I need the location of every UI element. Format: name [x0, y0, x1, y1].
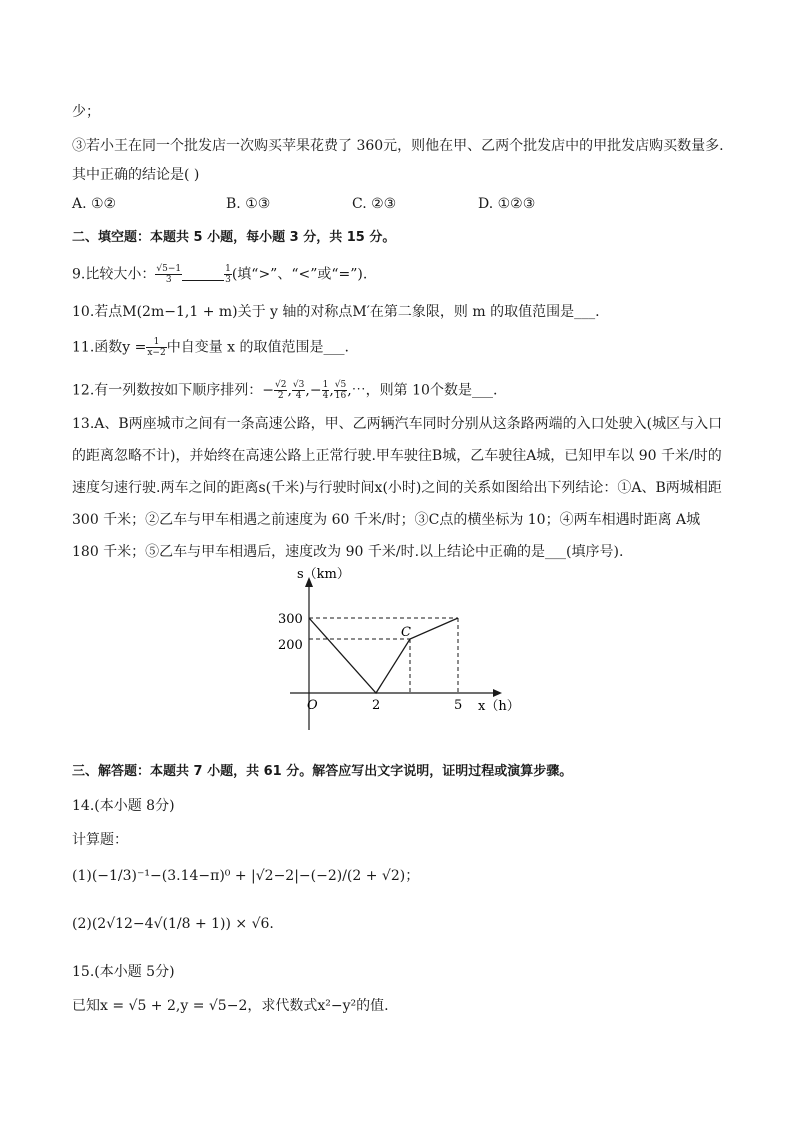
q14-part-1: (1)(−1/3)⁻¹−(3.14−π)⁰ + |√2−2|−(−2)/(2 + √2)；: [72, 868, 420, 884]
q12-term-3: [322, 380, 330, 401]
y-tick-200: 200: [278, 638, 303, 653]
q12-t1-num: √2: [275, 380, 287, 390]
question-13: 13.A、B两座城市之间有一条高速公路，甲、乙两辆汽车同时分别从这条路两端的入口处驶入(城区与入口的距离忽略不计)，并始终在高速公路上正常行驶.甲车驶往B城，乙车驶往A城，已知甲车以 90 千米/时的速度匀速行驶.两车之间的距离s(千米)与行驶时间x(小时)之间的关系如图给出下列结论：①A、B两城相距 300 千米；②乙车与甲车相遇之前速度为 60 千米/时；③C点的横坐标为 10；④两车相遇时距离 A城180 千米；⑤乙车与甲车相遇后，速度改为 90 千米/时.以上结论中正确的是___(填序号).: [72, 416, 723, 560]
x-tick-2: 2: [372, 698, 381, 713]
q11-fraction: [146, 337, 166, 358]
q8-question: 其中正确的结论是( ): [72, 167, 200, 183]
q11-num: 1: [146, 337, 166, 348]
x-tick-5: 5: [454, 698, 463, 713]
distance-curve: [309, 618, 458, 693]
question-9: [72, 264, 367, 285]
q11-den: x−2: [147, 348, 166, 358]
q8-statement-3: ③若小王在同一个批发店一次购买苹果花费了 360元，则他在甲、乙两个批发店中的甲批发店购买数量多.: [72, 138, 724, 154]
q14-part-2: (2)(2√12−4√(1/8 + 1)) × √6.: [72, 916, 274, 932]
q9-fraction-1: [155, 264, 182, 285]
section-3-heading: 三、解答题：本题共 7 小题，共 61 分。解答应写出文字说明，证明过程或演算步骤。: [72, 764, 573, 779]
q12-term-1: [274, 380, 287, 401]
choice-d[interactable]: D. ①②③: [478, 196, 536, 212]
q11-suffix: 中自变量 x 的取值范围是___.: [166, 339, 349, 356]
choice-b[interactable]: B. ①③: [226, 196, 271, 212]
q9-suffix: (填“>”、“<”或“=”).: [231, 266, 368, 283]
q12-t4-den: 16: [334, 391, 347, 401]
q8-continued-line: 少；: [72, 104, 100, 120]
y-tick-300: 300: [278, 612, 303, 627]
q9-f2-num: 1: [225, 264, 231, 274]
origin-label: O: [307, 698, 318, 713]
q9-answer-blank[interactable]: [182, 266, 224, 281]
q15-text: 已知x = √5 + 2,y = √5−2，求代数式x²−y²的值.: [72, 998, 389, 1014]
q14-intro: 计算题：: [72, 832, 128, 848]
q12-t1-den: 2: [277, 391, 284, 401]
q9-f1-num: √5−1: [156, 264, 182, 274]
q12-t2-num: √3: [292, 380, 305, 390]
q9-fraction-2: [224, 264, 232, 285]
q12-prefix: 12.有一列数按如下顺序排列：−: [72, 382, 274, 399]
q12-t3-num: 1: [322, 380, 329, 390]
q15-header: 15.(本小题 5分): [72, 964, 175, 980]
q12-suffix: ,⋯，则第 10个数是___.: [347, 382, 498, 399]
choice-a[interactable]: A. ①②: [72, 196, 117, 212]
q12-term-4: [334, 380, 347, 401]
x-axis-label: x（h）: [478, 699, 520, 714]
question-11: [72, 337, 349, 358]
y-axis-label: s（km）: [297, 567, 350, 582]
point-c-label: C: [401, 625, 411, 640]
q12-t4-num: √5: [334, 380, 347, 390]
section-2-heading: 二、填空题：本题共 5 小题，每小题 3 分，共 15 分。: [72, 230, 396, 245]
q12-t2-den: 4: [295, 391, 302, 401]
q9-f1-den: 3: [165, 275, 172, 285]
q12-term-2: [292, 380, 305, 401]
choice-c[interactable]: C. ②③: [352, 196, 397, 212]
q11-prefix: 11.函数y =: [72, 339, 147, 356]
question-12: 12.有一列数按如下顺序排列：− $\frac{√2}{2}$ , $\frac{√3}{4}$ ,− $\frac{1}{4}$ , $\frac{√5}{16}$ ,⋯，则第 10个数是___.: [72, 380, 498, 401]
x-axis-arrow: [493, 689, 502, 697]
question-10: 10.若点M(2m−1,1 + m)关于 y 轴的对称点M′在第二象限，则 m 的取值范围是___.: [72, 304, 600, 320]
q9-prefix: 9.比较大小：: [72, 266, 156, 283]
q12-t3-den: 4: [322, 391, 329, 401]
distance-time-graph: [270, 560, 530, 735]
q14-header: 14.(本小题 8分): [72, 798, 175, 814]
q9-f2-den: 3: [225, 275, 231, 285]
